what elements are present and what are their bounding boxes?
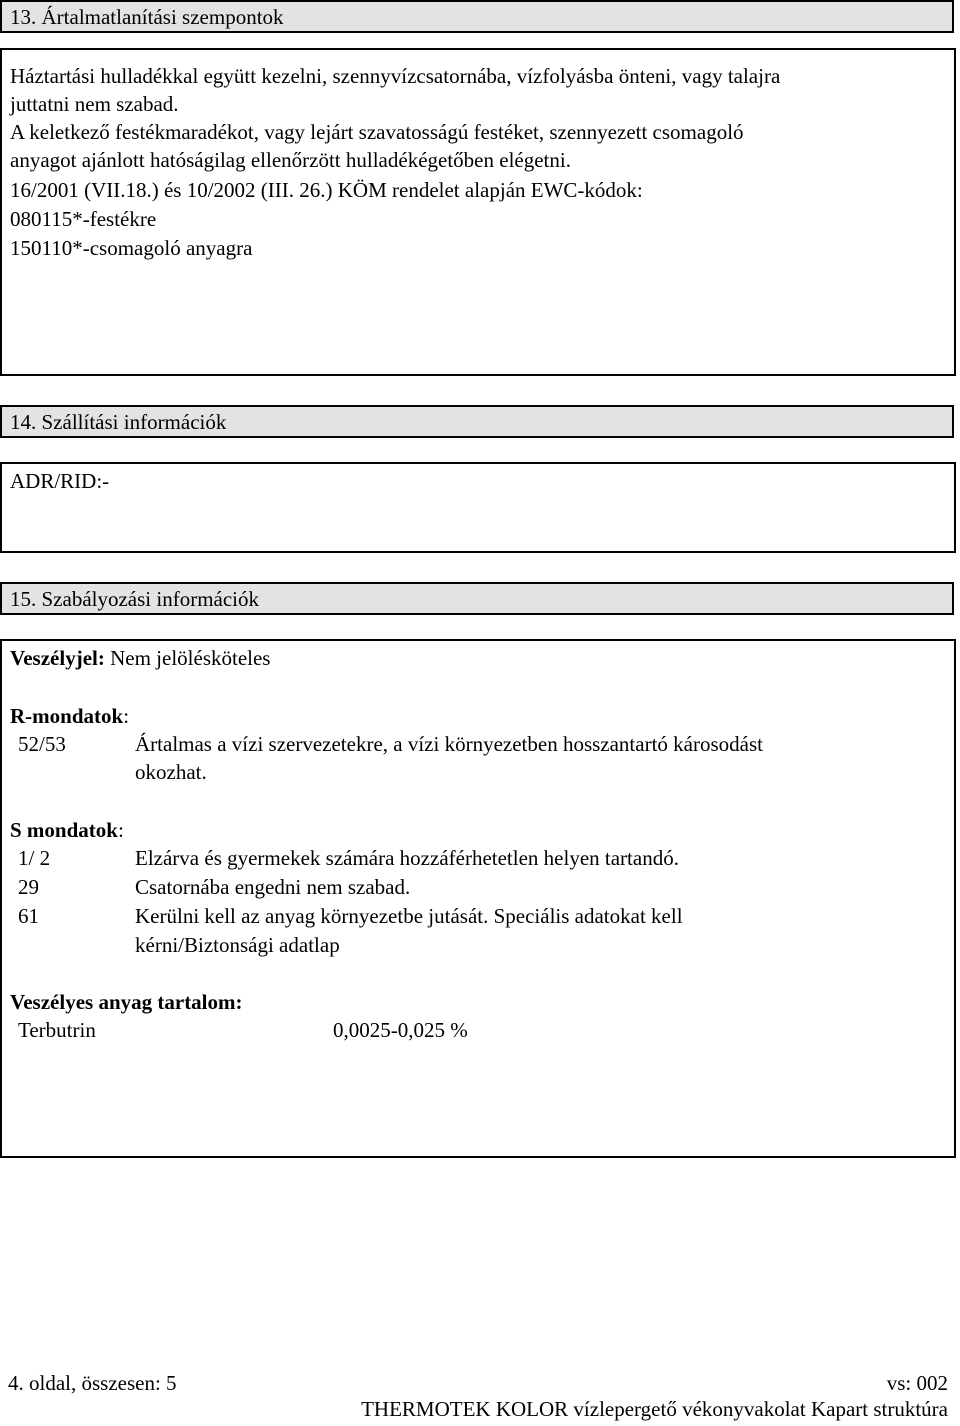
section-14-box — [0, 462, 956, 553]
hazardous-content-label: Veszélyes anyag tartalom: — [10, 990, 243, 1014]
hazard-symbol-label: Veszélyjel: — [10, 646, 105, 670]
section-15-title: 15. Szabályozási információk — [10, 587, 260, 611]
r-phrases-label: R-mondatok — [10, 704, 124, 728]
s-phrase-text: Kerülni kell az anyag környezetbe jutását. Speciális adatokat kell — [135, 904, 683, 928]
s-phrases-colon: : — [117, 818, 124, 842]
adr-rid-text: ADR/RID:- — [10, 469, 110, 493]
hazard-symbol-line — [10, 644, 270, 672]
r-phrases-heading — [10, 702, 129, 730]
section-13-line: 080115*-festékre — [10, 207, 157, 231]
s-phrase-text: kérni/Biztonsági adatlap — [135, 933, 340, 957]
s-phrases-heading — [10, 816, 124, 844]
s-phrase-text: Elzárva és gyermekek számára hozzáférhetetlen helyen tartandó. — [135, 846, 679, 870]
section-13-header — [0, 0, 954, 33]
section-13-line: juttatni nem szabad. — [10, 92, 179, 116]
section-13-line: anyagot ajánlott hatóságilag ellenőrzött hulladékégetőben elégetni. — [10, 148, 571, 172]
r-phrase-text: okozhat. — [135, 760, 207, 784]
s-phrase-code: 1/ 2 — [18, 846, 51, 870]
section-15-box — [0, 639, 956, 1158]
s-phrases-label: S mondatok — [10, 818, 118, 842]
page-number: 4. oldal, összesen: 5 — [8, 1371, 177, 1395]
section-13-line: Háztartási hulladékkal együtt kezelni, szennyvízcsatornába, vízfolyásba önteni, vagy talajra — [10, 64, 781, 88]
product-name: THERMOTEK KOLOR vízlepergető vékonyvakolat Kapart struktúra — [361, 1397, 948, 1421]
section-14-header — [0, 405, 954, 438]
substance-name: Terbutrin — [18, 1018, 96, 1042]
section-13-title: 13. Ártalmatlanítási szempontok — [10, 5, 284, 29]
section-13-line: A keletkező festékmaradékot, vagy lejárt szavatosságú festéket, szennyezett csomagoló — [10, 120, 744, 144]
section-13-box — [0, 48, 956, 376]
s-phrase-code: 61 — [18, 904, 39, 928]
section-13-line: 16/2001 (VII.18.) és 10/2002 (III. 26.) KÖM rendelet alapján EWC-kódok: — [10, 178, 643, 202]
section-15-header — [0, 582, 954, 615]
hazard-symbol-value: Nem jelölésköteles — [104, 646, 271, 670]
r-phrase-text: Ártalmas a vízi szervezetekre, a vízi környezetben hosszantartó károsodást — [135, 732, 763, 756]
s-phrase-code: 29 — [18, 875, 39, 899]
s-phrase-text: Csatornába engedni nem szabad. — [135, 875, 411, 899]
section-13-line: 150110*-csomagoló anyagra — [10, 236, 253, 260]
r-phrases-colon: : — [123, 704, 130, 728]
r-phrase-code: 52/53 — [18, 732, 66, 756]
substance-concentration: 0,0025-0,025 % — [333, 1018, 468, 1042]
document-version: vs: 002 — [886, 1371, 948, 1395]
section-14-title: 14. Szállítási információk — [10, 410, 227, 434]
